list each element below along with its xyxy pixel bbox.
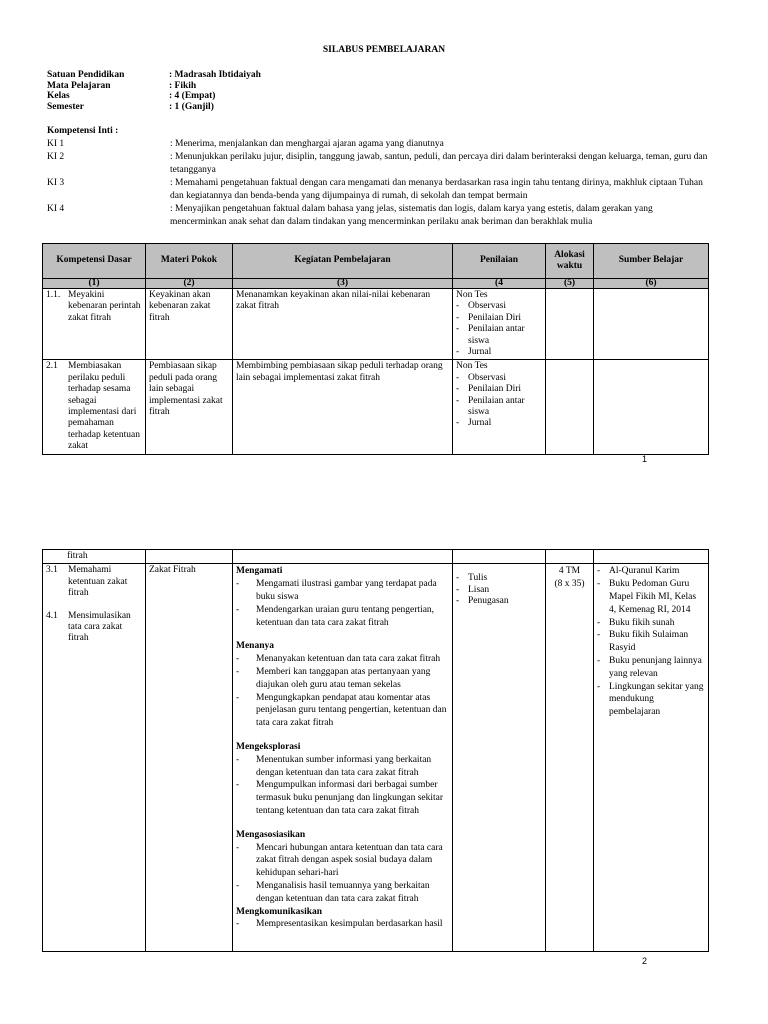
page-1 (0, 0, 768, 500)
penilaian-cell (453, 289, 546, 360)
col-header: Kompetensi Dasar (43, 244, 146, 279)
ki-code: KI 1 (47, 139, 65, 149)
list-item: - Mengamati ilustrasi gambar yang terdapat pada buku siswa (236, 578, 449, 604)
kd-cell (43, 289, 146, 360)
document-title: SILABUS PEMBELAJARAN (322, 45, 446, 55)
syllabus-table (42, 243, 709, 455)
materi-cell (146, 550, 233, 564)
identity-value: : Madrasah Ibtidaiyah (169, 70, 261, 80)
syllabus-table-continued (42, 549, 709, 952)
list-item: - Lingkungan sekitar yang mendukung pembelajaran (597, 681, 705, 719)
col-header: Alokasi waktu (546, 244, 594, 279)
ki-heading: Kompetensi Inti : (47, 126, 119, 136)
alokasi-cell (546, 289, 594, 360)
identity-label: Kelas (47, 91, 70, 101)
list-item: - Observasi (456, 301, 542, 312)
number-row (43, 279, 709, 289)
list-item: - Memberi kan tanggapan atas pertanyaan yang diajukan oleh guru atau teman sekelas (236, 666, 449, 692)
penilaian-cell (453, 550, 546, 564)
list-item: - Mencari hubungan antara ketentuan dan tata cara zakat fitrah dengan aspek sosial budaya dalam kehidupan sehari-hari (236, 842, 449, 880)
list-item: - Lisan (456, 585, 542, 596)
page-2 (0, 500, 768, 1024)
penilaian-cell (453, 360, 546, 454)
header-row (43, 244, 709, 279)
activity-heading: Menanya (236, 641, 274, 652)
kegiatan-cell (233, 550, 453, 564)
sumber-cell (594, 550, 709, 564)
penilaian-cell (453, 564, 546, 952)
table-row (43, 564, 709, 952)
kd-cell (43, 360, 146, 454)
list-item: - Penilaian Diri (456, 313, 542, 324)
kegiatan-cell: Membimbing pembiasaan sikap peduli terhadap orang lain sebagai implementasi zakat fitrah (233, 360, 453, 454)
ki-code: KI 4 (47, 204, 65, 214)
list-item: - Mempresentasikan kesimpulan berdasarkan hasil (236, 918, 449, 931)
kd-text: Memahami ketentuan zakat fitrah (68, 565, 128, 599)
list-item: - Al-Quranul Karim (597, 565, 705, 578)
identity-block (47, 70, 261, 112)
list-item: - Tulis (456, 573, 542, 584)
sumber-cell (594, 564, 709, 952)
sumber-cell (594, 289, 709, 360)
kd-number: 2.1 (46, 361, 58, 372)
col-header: Penilaian (453, 244, 546, 279)
materi-cell: Pembiasaan sikap peduli pada orang lain sebagai implementasi zakat fitrah (146, 360, 233, 454)
kd-cell: fitrah (43, 550, 146, 564)
list-item: - Menentukan sumber informasi yang berkaitan dengan ketentuan dan tata cara zakat fitrah (236, 754, 449, 780)
sumber-cell (594, 360, 709, 454)
activity-heading: Mengeksplorasi (236, 741, 301, 752)
penilaian-heading: Non Tes (456, 361, 488, 372)
kd-text: Meyakini kebenaran perintah zakat fitrah (68, 290, 141, 323)
page-number: 1 (642, 454, 648, 464)
list-item: - Penilaian Diri (456, 384, 542, 395)
kd-text: Mensimulasikan tata cara zakat fitrah (68, 610, 131, 644)
list-item: - Buku Pedoman Guru Mapel Fikih MI, Kelas 4, Kemenag RI, 2014 (597, 578, 705, 616)
ki-text: : Menerima, menjalankan dan menghargai ajaran agama yang dianutnya (170, 139, 444, 149)
alokasi-detail: (8 x 35) (554, 579, 585, 590)
col-number: (3) (233, 279, 453, 289)
identity-value: : 1 (Ganjil) (169, 101, 214, 112)
col-number: (4 (453, 279, 546, 289)
list-item: - Mengumpulkan informasi dari berbagai sumber termasuk buku penunjang dan lingkungan sekitar tentang ketentuan dan tata cara zakat fitrah (236, 779, 449, 817)
list-item: - Penugasan (456, 596, 542, 607)
table-row (43, 360, 709, 454)
col-header: Kegiatan Pembelajaran (233, 244, 453, 279)
list-item: - Buku penunjang lainnya yang relevan (597, 655, 705, 681)
list-item: - Penilaian antar siswa (456, 324, 542, 347)
identity-row (47, 91, 261, 102)
identity-value: : Fikih (169, 80, 197, 91)
list-item: - Mendengarkan uraian guru tentang pengertian, ketentuan dan tata cara zakat fitrah (236, 604, 449, 630)
list-item: - Observasi (456, 373, 542, 384)
col-number: (5) (546, 279, 594, 289)
ki-text: : Menunjukkan perilaku jujur, disiplin, tanggung jawab, santun, peduli, dan percaya diri dalam berinteraksi dengan keluarga, teman, guru dan tetangganya (170, 152, 708, 175)
identity-label: Satuan Pendidikan (47, 70, 125, 80)
alokasi-cell (546, 550, 594, 564)
table-row (43, 550, 709, 564)
penilaian-heading: Non Tes (456, 290, 488, 300)
identity-label: Mata Pelajaran (47, 80, 111, 91)
kd-text: Membiasakan perilaku peduli terhadap sesama sebagai implementasi dari pemahaman terhadap ketentuan zakat (68, 361, 141, 452)
materi-cell: Zakat Fitrah (146, 564, 233, 952)
identity-label: Semester (47, 101, 84, 112)
list-item: - Buku fikih Sulaiman Rasyid (597, 629, 705, 655)
col-number: (6) (594, 279, 709, 289)
kd-cell (43, 564, 146, 952)
table-row (43, 289, 709, 360)
list-item: - Mengungkapkan pendapat atau komentar atas penjelasan guru tentang pengertian, ketentuan dan tata cara zakat fitrah (236, 692, 449, 730)
materi-cell: Keyakinan akan kebenaran zakat fitrah (146, 289, 233, 360)
kd-number: 1.1. (46, 290, 61, 300)
identity-row (47, 81, 261, 92)
col-header: Sumber Belajar (594, 244, 709, 279)
col-number: (1) (43, 279, 146, 289)
col-number: (2) (146, 279, 233, 289)
kegiatan-cell: Menanamkan keyakinan akan nilai-nilai kebenaran zakat fitrah (233, 289, 453, 360)
identity-row (47, 102, 261, 113)
ki-code: KI 2 (47, 152, 65, 162)
ki-text: : Menyajikan pengetahuan faktual dalam bahasa yang jelas, sistematis dan logis, dalam karya yang estetis, dalam gerakan yang mencerminkan anak sehat dan dalam tindakan yang mencerminkan perilaku anak beriman dan berakhlak mulia (170, 204, 653, 227)
list-item: - Jurnal (456, 347, 542, 358)
page-number: 2 (642, 956, 648, 966)
alokasi-tm: 4 TM (558, 566, 581, 577)
alokasi-cell (546, 360, 594, 454)
list-item: - Penilaian antar siswa (456, 396, 542, 419)
activity-heading: Mengkomunikasikan (236, 906, 323, 917)
ki-text: : Memahami pengetahuan faktual dengan cara mengamati dan menanya berdasarkan rasa ingin tahu tentang dirinya, makhluk ciptaan Tuhan dan kegiatannya dan benda-benda yang dijumpainya di rumah, di sekolah dan tempat bermain (170, 178, 703, 201)
kegiatan-cell (233, 564, 453, 952)
list-item: - Jurnal (456, 418, 542, 429)
col-header: Materi Pokok (146, 244, 233, 279)
ki-code: KI 3 (47, 178, 65, 188)
kd-number: 3.1 (46, 565, 58, 576)
identity-value: : 4 (Empat) (169, 91, 216, 101)
kd-number: 4.1 (46, 610, 58, 621)
list-item: - Buku fikih sunah (597, 617, 705, 630)
list-item: - Menganalisis hasil temuannya yang berkaitan dengan ketentuan dan tata cara zakat fitrah (236, 880, 449, 906)
activity-heading: Mengamati (236, 566, 283, 577)
identity-row (47, 70, 261, 81)
list-item: - Menanyakan ketentuan dan tata cara zakat fitrah (236, 653, 449, 666)
activity-heading: Mengasosiasikan (236, 829, 306, 840)
alokasi-cell (546, 564, 594, 952)
